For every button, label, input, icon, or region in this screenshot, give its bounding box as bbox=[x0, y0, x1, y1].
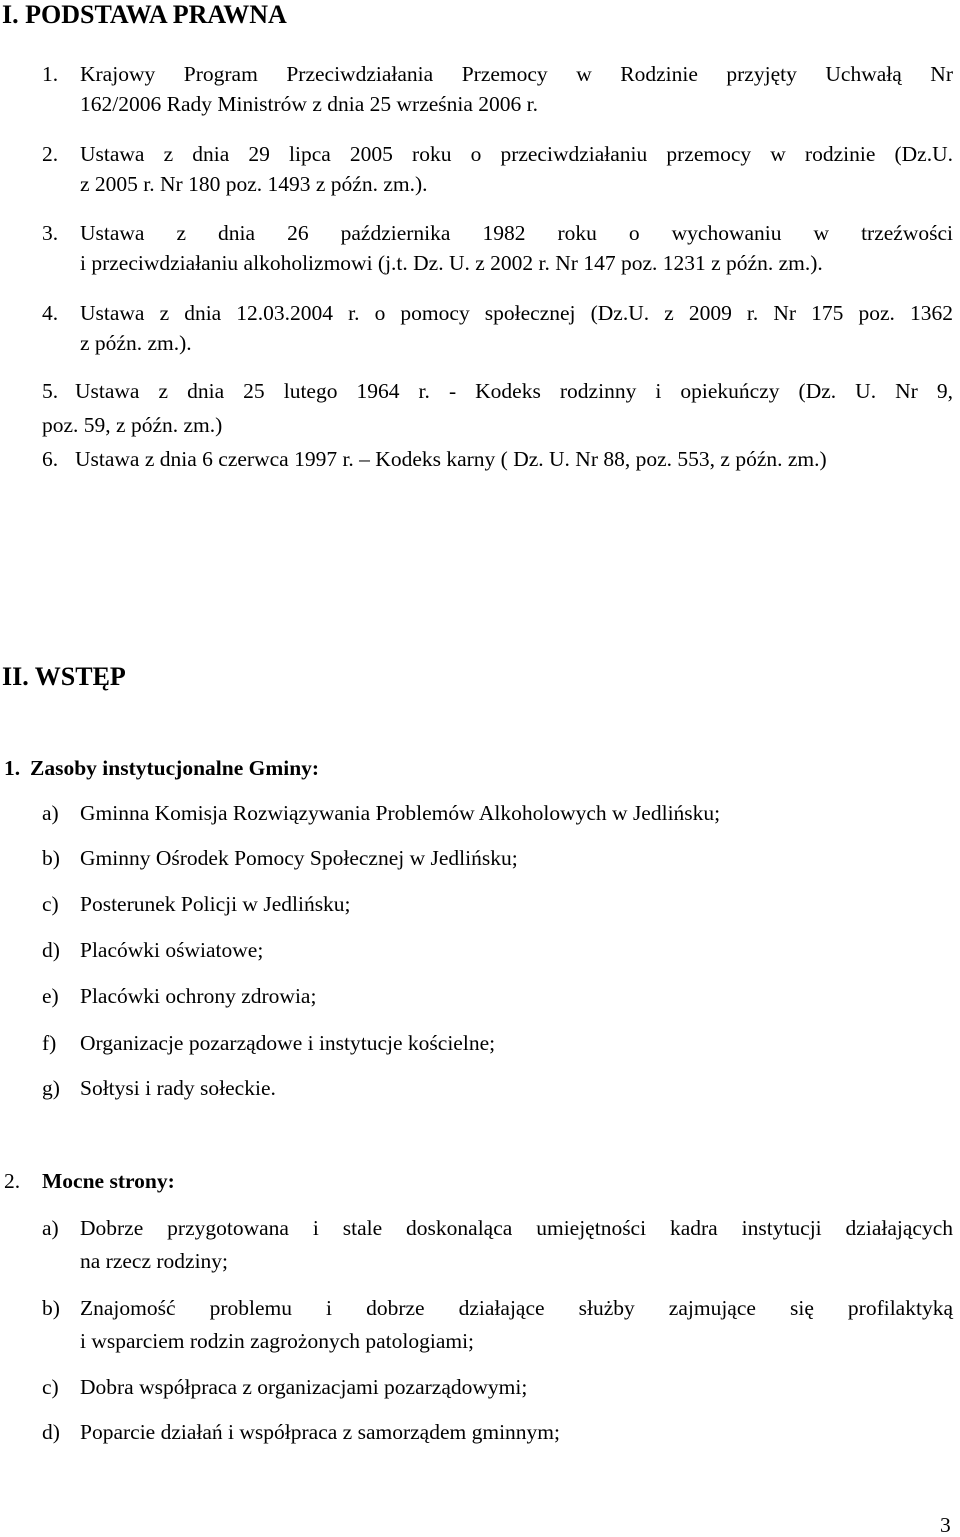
list-number: 4. bbox=[42, 301, 59, 325]
section-title: II. WSTĘP bbox=[2, 662, 126, 691]
list-item-text: Ustawa z dnia 29 lipca 2005 roku o przeciwdziałaniu przemocy w rodzinie (Dz.U. bbox=[80, 142, 953, 166]
list-item-text: Ustawa z dnia 26 października 1982 roku o wychowaniu w trzeźwości bbox=[80, 221, 953, 245]
subsection-number: 1. bbox=[4, 756, 21, 780]
list-label: g) bbox=[42, 1076, 60, 1100]
list-item-text: Gminna Komisja Rozwiązywania Problemów Alkoholowych w Jedlińsku; bbox=[80, 801, 721, 825]
list-item-text: i przeciwdziałaniu alkoholizmowi (j.t. Dz. U. z 2002 r. Nr 147 poz. 1231 z późn. zm.). bbox=[80, 251, 823, 275]
subsection-heading: Mocne strony: bbox=[42, 1169, 175, 1193]
list-label: e) bbox=[42, 984, 59, 1008]
list-item-text: Gminny Ośrodek Pomocy Społecznej w Jedlińsku; bbox=[80, 846, 518, 870]
section-title: I. PODSTAWA PRAWNA bbox=[2, 0, 287, 29]
list-number: 3. bbox=[42, 221, 59, 245]
list-label: a) bbox=[42, 801, 59, 825]
list-label: c) bbox=[42, 892, 59, 916]
list-label: f) bbox=[42, 1031, 57, 1055]
list-label: c) bbox=[42, 1375, 59, 1399]
list-label: a) bbox=[42, 1216, 59, 1240]
list-item-text: Znajomość problemu i dobrze działające służby zajmujące się profilaktyką bbox=[80, 1296, 953, 1320]
list-item-text: Placówki oświatowe; bbox=[80, 938, 264, 962]
list-item-text: i wsparciem rodzin zagrożonych patologiami; bbox=[80, 1329, 475, 1353]
list-item-text: Ustawa z dnia 12.03.2004 r. o pomocy społecznej (Dz.U. z 2009 r. Nr 175 poz. 1362 bbox=[80, 301, 953, 325]
list-number: 1. bbox=[42, 62, 59, 86]
list-item-text: na rzecz rodziny; bbox=[80, 1249, 229, 1273]
list-number: 2. bbox=[42, 142, 59, 166]
list-item-text: Krajowy Program Przeciwdziałania Przemocy w Rodzinie przyjęty Uchwałą Nr bbox=[80, 62, 953, 86]
list-item-text: Posterunek Policji w Jedlińsku; bbox=[80, 892, 351, 916]
list-number: 6. bbox=[42, 447, 59, 471]
list-label: b) bbox=[42, 846, 60, 870]
list-item-text: Dobra współpraca z organizacjami pozarządowymi; bbox=[80, 1375, 528, 1399]
list-item-text: poz. 59, z późn. zm.) bbox=[42, 413, 223, 437]
page-number: 3 bbox=[940, 1513, 951, 1537]
list-item-text: Organizacje pozarządowe i instytucje kościelne; bbox=[80, 1031, 496, 1055]
subsection-heading: Zasoby instytucjonalne Gminy: bbox=[30, 756, 320, 780]
list-number: 5. bbox=[42, 379, 59, 403]
subsection-number: 2. bbox=[4, 1169, 21, 1193]
list-item-text: Ustawa z dnia 25 lutego 1964 r. - Kodeks rodzinny i opiekuńczy (Dz. U. Nr 9, bbox=[75, 379, 953, 403]
list-item-text: z 2005 r. Nr 180 poz. 1493 z późn. zm.). bbox=[80, 172, 428, 196]
list-label: d) bbox=[42, 1420, 60, 1444]
list-item-text: z późn. zm.). bbox=[80, 331, 192, 355]
list-item-text: 162/2006 Rady Ministrów z dnia 25 września 2006 r. bbox=[80, 92, 539, 116]
list-item-text: Sołtysi i rady sołeckie. bbox=[80, 1076, 276, 1100]
list-label: b) bbox=[42, 1296, 60, 1320]
list-label: d) bbox=[42, 938, 60, 962]
list-item-text: Placówki ochrony zdrowia; bbox=[80, 984, 317, 1008]
list-item-text: Poparcie działań i współpraca z samorządem gminnym; bbox=[80, 1420, 561, 1444]
list-item-text: Ustawa z dnia 6 czerwca 1997 r. – Kodeks karny ( Dz. U. Nr 88, poz. 553, z późn. zm.) bbox=[75, 447, 827, 471]
list-item-text: Dobrze przygotowana i stale doskonaląca umiejętności kadra instytucji działających bbox=[80, 1216, 953, 1240]
